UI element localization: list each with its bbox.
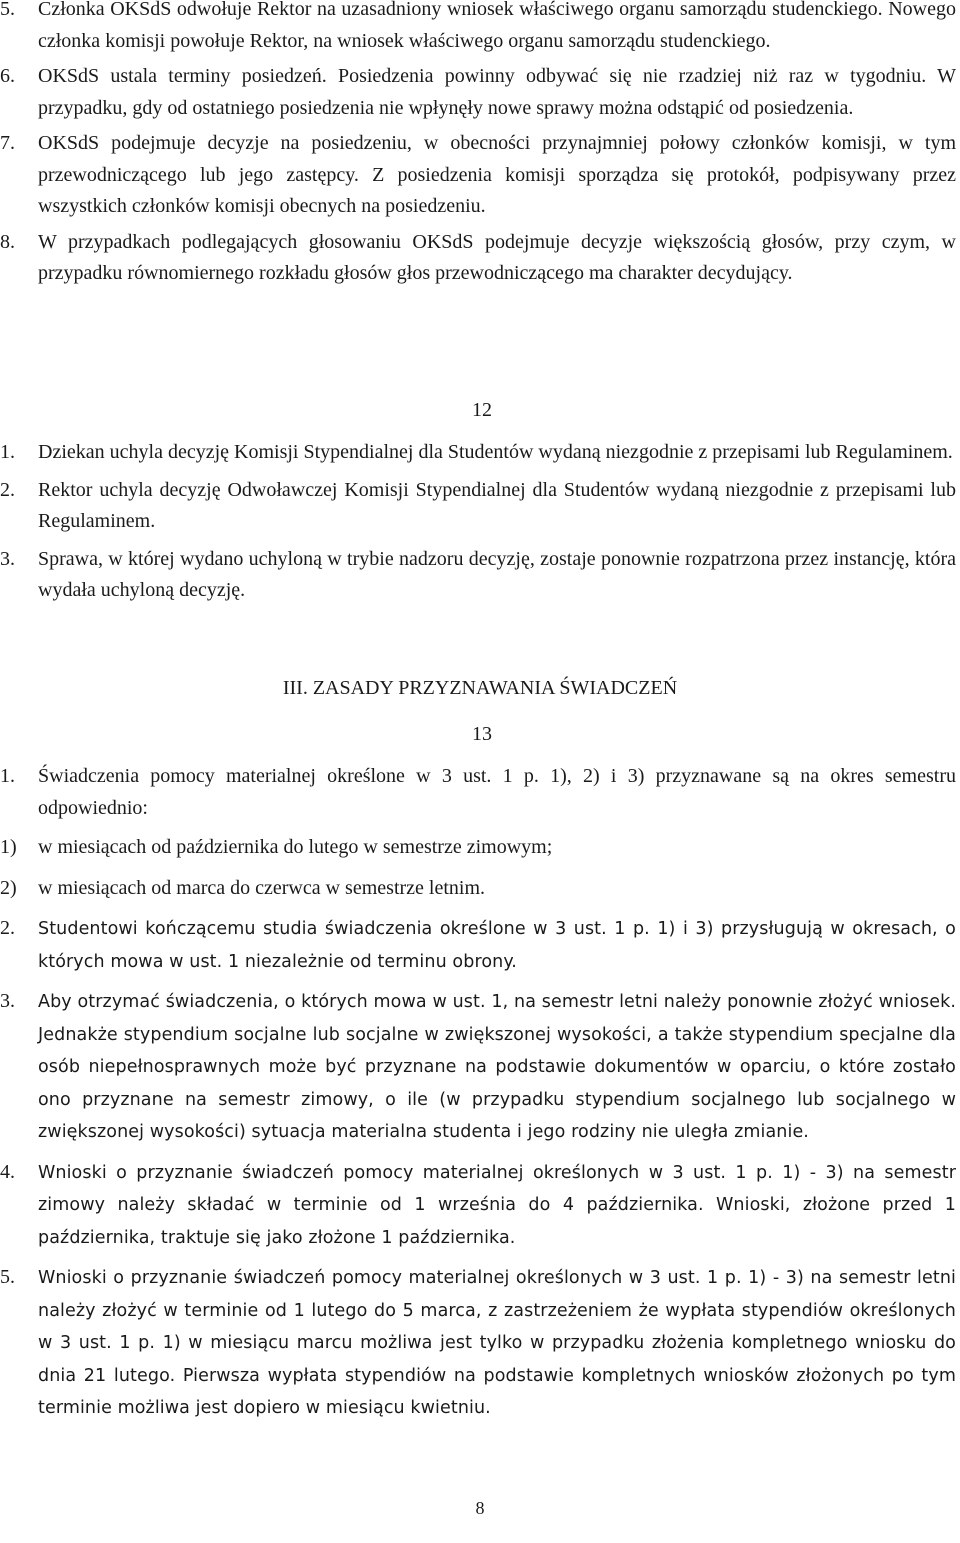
- list-item: [0, 437, 956, 469]
- page-number: 8: [475, 1498, 485, 1518]
- section-mark-12: 12: [462, 399, 492, 422]
- sub-item-text: w miesiącach od marca do czerwca w semestrze letnim.: [38, 877, 486, 899]
- item-text: Aby otrzymać świadczenia, o których mowa w ust. 1, na semestr letni należy ponownie złożyć wniosek. Jednakże stypendium socjalne lub socjalne w zwiększonej wysokości, a także stypendium specjalne dla osób niepełnosprawnych może być przyznane na podstawie dokumentów w oparciu, o które zostało ono przyznane na semestr zimowy, o ile (w przypadku stypendium socjalnego lub socjalnego w zwiększonej wysokości) sytuacja materialna studenta i jego rodziny nie uległa zmianie.: [38, 992, 956, 1142]
- list-item: [0, 544, 956, 607]
- item-text: Członka OKSdS odwołuje Rektor na uzasadniony wniosek właściwego organu samorządu studenckiego. Nowego członka komisji powołuje Rektor, na wniosek właściwego organu samorządu studenckiego.: [38, 0, 956, 52]
- item-text: Świadczenia pomocy materialnej określone w 3 ust. 1 p. 1), 2) i 3) przyznawane są na okres semestru odpowiednio:: [38, 765, 956, 819]
- item-text: Dziekan uchyla decyzję Komisji Stypendialnej dla Studentów wydaną niezgodnie z przepisami lub Regulaminem.: [38, 441, 953, 463]
- list-item: [0, 0, 956, 57]
- item-number: 3.: [0, 547, 15, 570]
- list-item: [0, 1262, 956, 1425]
- sub-list-item: [0, 873, 960, 904]
- list-item: [0, 1157, 956, 1255]
- item-number: 5.: [0, 0, 15, 20]
- list-item: [0, 475, 956, 538]
- sub-item-text: w miesiącach od października do lutego w semestrze zimowym;: [38, 836, 553, 858]
- item-text: Sprawa, w której wydano uchyloną w trybie nadzoru decyzję, zostaje ponownie rozpatrzona przez instancję, która wydała uchyloną decyzję.: [38, 547, 956, 601]
- item-number: 2.: [0, 478, 15, 501]
- section-mark-13: 13: [462, 723, 492, 746]
- list-item: [0, 761, 956, 824]
- list-item: [0, 128, 956, 223]
- item-number: 2.: [0, 917, 15, 939]
- item-number: 1.: [0, 765, 15, 787]
- item-text: OKSdS ustala terminy posiedzeń. Posiedzenia powinny odbywać się nie rzadziej niż raz w tygodniu. W przypadku, gdy od ostatniego posiedzenia nie wpłynęły nowe sprawy można odstąpić od posiedzenia.: [38, 65, 956, 119]
- section-symbol-icon: [462, 399, 472, 421]
- item-number: 3.: [0, 990, 15, 1012]
- item-text: Studentowi kończącemu studia świadczenia określone w 3 ust. 1 p. 1) i 3) przysługują w okresach, o których mowa w ust. 1 niezależnie od terminu obrony.: [38, 919, 956, 972]
- item-number: 5.: [0, 1266, 15, 1288]
- item-number: 4.: [0, 1160, 15, 1183]
- list-item: [0, 986, 956, 1149]
- item-text: Rektor uchyla decyzję Odwoławczej Komisji Stypendialnej dla Studentów wydaną niezgodnie z przepisami lub Regulaminem.: [38, 478, 956, 532]
- item-text: OKSdS podejmuje decyzje na posiedzeniu, w obecności przynajmniej połowy członków komisji, w tym przewodniczącego lub jego zastępcy. Z posiedzenia komisji sporządza się protokół, podpisywany przez wszystkich członków komisji obecnych na posiedzeniu.: [38, 132, 956, 217]
- section-items-top: [0, 0, 960, 290]
- item-number: 7.: [0, 132, 15, 154]
- section-12-items: [0, 437, 960, 607]
- item-text: W przypadkach podlegających głosowaniu OKSdS podejmuje decyzje większością głosów, przy czym, w przypadku równomiernego rozkładu głosów głos przewodniczącego ma charakter decydujący.: [38, 230, 956, 284]
- item-number: 6.: [0, 65, 15, 87]
- list-item: [0, 61, 956, 124]
- section-13-items: [0, 761, 960, 1425]
- sub-list-item: [0, 832, 960, 863]
- item-text: Wnioski o przyznanie świadczeń pomocy materialnej określonych w 3 ust. 1 p. 1) - 3) na semestr letni należy złożyć w terminie od 1 lutego do 5 marca, z zastrzeżeniem że wypłata stypendiów określonych w 3 ust. 1 p. 1) w miesiącu marcu możliwa jest tylko w przypadku złożenia kompletnego wniosku do dnia 21 lutego. Pierwsza wypłata stypendiów na podstawie kompletnych wniosków złożonych po tym terminie możliwa jest dopiero w miesiącu kwietniu.: [38, 1268, 956, 1418]
- item-text: Wnioski o przyznanie świadczeń pomocy materialnej określonych w 3 ust. 1 p. 1) - 3) na semestr zimowy należy składać w terminie od 1 września do 4 października. Wnioski, złożone przed 1 października, traktuje się jako złożone 1 października.: [38, 1162, 956, 1248]
- chapter-title: III. ZASADY PRZYZNAWANIA ŚWIADCZEŃ: [282, 677, 678, 699]
- sub-item-number: 2): [0, 877, 17, 899]
- item-number: 1.: [0, 441, 15, 463]
- list-item: [0, 227, 956, 290]
- section-symbol-icon: [462, 723, 472, 745]
- item-number: 8.: [0, 230, 15, 253]
- list-item: [0, 913, 956, 978]
- sub-item-number: 1): [0, 836, 17, 858]
